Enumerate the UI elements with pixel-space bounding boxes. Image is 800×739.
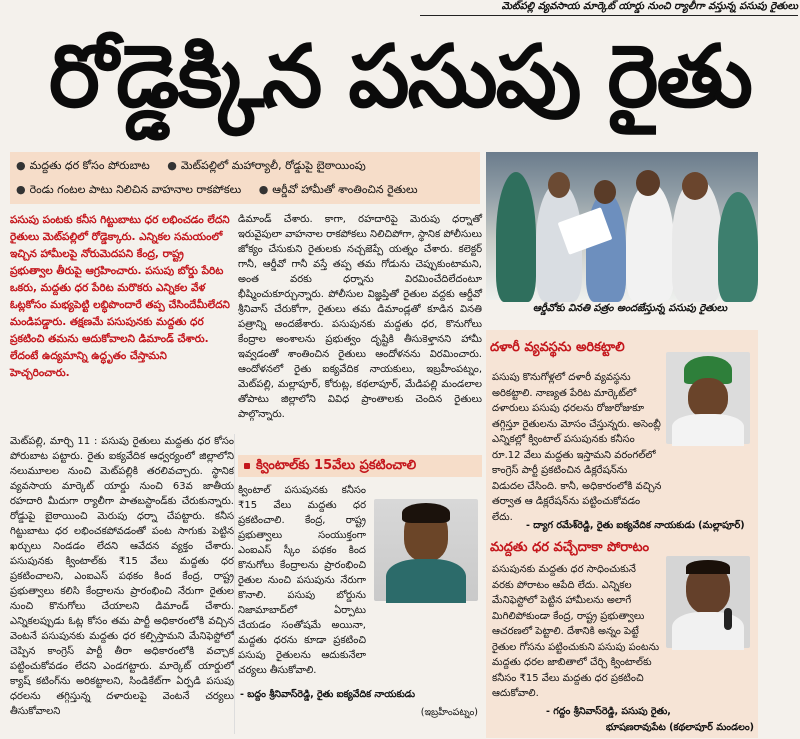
quote-box-title: క్వింటాల్‌కు 15వేలు ప్రకటించాలి <box>238 455 482 477</box>
side-quote-2-signature: - గద్దం శ్రీనివాస్‌రెడ్డి, పసుపు రైతు, <box>546 706 671 717</box>
quote-box-text: క్వింటాల్ పసుపునకు కనీసం ₹15 వేలు మద్దతు ధర ప్రకటించాలి. కేంద్ర, రాష్ట్ర ప్రభుత్వాలు సంయుక్తంగా ఎంఐఎస్ స్కీం పథకం కింద కొనుగోలు కేంద్రాలను ప్రారంభించి రైతుల నుంచి పసుపును నేరుగా కొనాలి. పసుపు బోర్డును నిజామాబాద్‌లో ఏర్పాటు చేయడం సంతోషమే అయినా, మద్దతు ధరను కూడా ప్రకటించి పసుపు రైతులను ఆదుకునేలా చర్యలు తీసుకోవాలి. <box>238 485 366 676</box>
quote-box-signature: - బద్దం శ్రీనివాస్‌రెడ్డి, రైతు ఐక్యవేదిక నాయకుడు <box>240 689 416 700</box>
top-photo-caption: మెట్‌పల్లి వ్యవసాయ మార్కెట్ యార్డు నుంచి ర్యాలీగా వస్తున్న పసుపు రైతులు <box>420 0 798 18</box>
bullet-icon: ● <box>167 159 177 172</box>
side-quote-2-text: పసుపునకు మద్దతు ధర సాధించుకునే వరకు పోరాటం ఆపేది లేదు. ఎన్నికల మేనిఫెస్టోలో పెట్టిన హామీలను అలాగే మిగిలిపోకుండా కేంద్ర, రాష్ట్ర ప్రభుత్వాలు ఆచరణలో పెట్టాలి. దేశానికి అన్నం పెట్టే రైతుల గోసను పట్టించుకుని పసుపు పంటను మద్దతు ధరల జాబితాలో చేర్చి క్వింటాల్‌కు కనీసం ₹15 వేలు మద్దతు ధర ప్రకటించి ఆదుకోవాలి. <box>492 564 660 699</box>
quote-box-place: (ఇబ్రహీంపట్నం) <box>420 707 478 718</box>
side-quote-1-title: దళారీ వ్యవస్థను అరికట్టాలి <box>490 340 625 355</box>
article-column-2: డిమాండ్ చేశారు. కాగా, రహదారిపై మెరుపు ధర్నాతో ఇరువైపులా వాహనాల రాకపోకలు నిలిచిపోగా, స్థానిక పోలీసులు జోక్యం చేసుకుని రైతులకు నచ్చజెప్పే యత్నం చేశారు. కలెక్టర్ గానీ, ఆర్డీవో గానీ వస్తే తప్ప తమ గోడును చెప్పుకుంటామని, అంత వరకు ధర్నాను విరమించేదిలేదంటూ భీష్మించుకూర్చున్నారు. పోలీసుల విజ్ఞప్తితో రైతుల వద్దకు ఆర్డీవో శ్రీనివాస్ చేరుకోగా, రైతులు తమ డిమాండ్లతో కూడిన వినతి పత్రాన్ని అందజేశారు. పసుపునకు మద్దతు ధర, కొనుగోలు కేంద్రాల అంశాలను ప్రభుత్వం దృష్టికి తీసుకెళ్తానని హామీ ఇవ్వడంతో శాంతించిన రైతులు ఆందోళనను విరమించారు. ఆందోళనలో రైతు ఐక్యవేదిక నాయకులు, ఇబ్రహీంపట్నం, మెట్‌పల్లి, మల్లాపూర్, కోరుట్ల, కథలాపూర్, మేడిపల్లి మండలాల తోపాటు జిల్లాలోని వివిధ ప్రాంతాలకు చెందిన రైతులు పాల్గొన్నారు. <box>238 214 482 420</box>
portrait-photo <box>666 556 750 648</box>
subhead: మెట్‌పల్లిలో మహార్యాలీ, రోడ్డుపై బైఠాయింపు <box>180 159 366 172</box>
bullet-icon: ● <box>258 183 269 196</box>
square-bullet-icon <box>244 463 250 469</box>
subhead: ఆర్డీవో హామీతో శాంతించిన రైతులు <box>272 183 418 196</box>
portrait-photo <box>666 352 750 444</box>
subhead-row-2 <box>16 178 476 202</box>
portrait-photo <box>374 499 478 601</box>
quote-box-srinivas-reddy <box>238 455 482 738</box>
subheads-box <box>10 152 480 204</box>
subhead-row-1 <box>16 154 476 178</box>
sidebar-quotes <box>486 330 758 738</box>
lede-paragraph: పసుపు పంటకు కనీస గిట్టుబాటు ధర లభించడం లేదని రైతులు మెట్‌పల్లిలో రోడ్డెక్కారు. ఎన్నికల సమయంలో ఇచ్చిన హామీలపై నోరుమెదపని కేంద్ర, రాష్ట్ర ప్రభుత్వాల తీరుపై ఆగ్రహించారు. పసుపు బోర్డు పేరిట ఒకరు, మద్దతు ధర పేరిట మరొకరు ఎన్నికల వేళ ఓట్లకోసం మభ్యపెట్టి లబ్ధిపొందారే తప్ప చేసిందేమీలేదని మండిపడ్డారు. తక్షణమే పసుపునకు మద్దతు ధర ప్రకటించి తమను ఆదుకోవాలని డిమాండ్ చేశారు. లేదంటే ఉద్యమాన్ని ఉద్ధృతం చేస్తామని హెచ్చరించారు. <box>10 214 230 379</box>
side-quote-2-title: మద్దతు ధర వచ్చేదాకా పోరాటం <box>490 540 650 555</box>
subhead: మద్దతు ధర కోసం పోరుబాట <box>29 159 150 172</box>
side-quote-1-text-cont <box>492 460 754 510</box>
photo-caption: ఆర్డీవోకు వినతి పత్రం అందజేస్తున్న పసుపు రైతులు <box>532 303 728 314</box>
column-divider <box>234 434 235 734</box>
side-quote-2-place: భూషణరావుపేట (కథలాపూర్ మండలం) <box>605 722 754 733</box>
farmers-photo <box>486 152 758 300</box>
side-quote-1-signature: - ద్యాగ రమేశ్‌రెడ్డి, రైతు ఐక్యవేదిక నాయకుడు (మల్లాపూర్) <box>526 520 745 531</box>
subhead: రెండు గంటల పాటు నిలిచిన వాహనాల రాకపోకలు <box>29 183 242 196</box>
bullet-icon: ● <box>16 159 26 172</box>
bullet-icon: ● <box>16 183 26 196</box>
article-column-1: మెట్‌పల్లి, మార్చి 11 : పసుపు రైతులు మద్దతు ధర కోసం పోరుబాట పట్టారు. రైతు ఐక్యవేదిక ఆధ్వర్యంలో జిల్లాలోని నలుమూలల నుంచి మెట్‌పల్లికి తరలివచ్చారు. స్థానిక వ్యవసాయ మార్కెట్ యార్డు నుంచి 63వ జాతీయ రహదారి మీదుగా ర్యాలీగా పాతబస్టాండ్‌కు చేరుకున్నారు. రోడ్డుపై బైఠాయించి మెరుపు ధర్నా చేపట్టారు. కనీస గిట్టుబాటు ధర లభించకపోవడంతో పంట సాగుకు పెట్టిన ఖర్చులు నిండడం లేదని ఆవేదన వ్యక్తం చేశారు. పసుపునకు క్వింటాల్‌కు ₹15 వేలు మద్దతు ధర ప్రకటించాలని, ఎంఐఎస్ పథకం కింద కేంద్ర, రాష్ట్ర ప్రభుత్వాలు కలిసి కేంద్రాలను ప్రారంభించి నేరుగా రైతుల నుంచి కొనుగోలు చేయాలని డిమాండ్ చేశారు. ఎన్నికలప్పుడు ఓట్ల కోసం తమ పార్టీ అధికారంలోకి వచ్చిన వెంటనే పసుపునకు మద్దతు ధర కల్పిస్తామని మేనిఫెస్టోలో చెప్పిన కాంగ్రెస్ పార్టీ తీరా అధికారంలోకి వచ్చాక పట్టించుకోవడం లేదని ఎండగట్టారు. మార్కెట్ యార్డులో క్యాష్ కటింగ్‌ను అరికట్టాలని, సిండికేట్‌గా ఏర్పడి పసుపు ధరలను తగ్గిస్తున్న దళారులపై వెంటనే చర్యలు తీసుకోవాలని <box>10 436 234 717</box>
side-quote-1-text: పసుపు కొనుగోళ్లలో దళారీ వ్యవస్థను అరికట్టాలి. నాణ్యత పేరిట మార్కెట్‌లో దళారులు పసుపు ధరలను రోజురోజుకూ తగ్గిస్తూ రైతులను మోసం చేస్తున్నరు. అసెంబ్లీ ఎన్నికల్లో క్వింటాల్ పసుపునకు కనీసం రూ.12 వేలు మద్దతు ఇస్తామని వరంగల్‌లో కాంగ్రెస్ పార్టీ ప్రకటించిన డిక్లరేషన్‌ను విడుదల చేసింది. కానీ, అధికారంలోకి వచ్చిన తర్వాత ఆ డిక్లరేషన్‌ను పట్టించుకోవడం లేదు. <box>492 372 662 523</box>
headline: రోడ్డెక్కిన పసుపు రైతు <box>48 27 752 127</box>
